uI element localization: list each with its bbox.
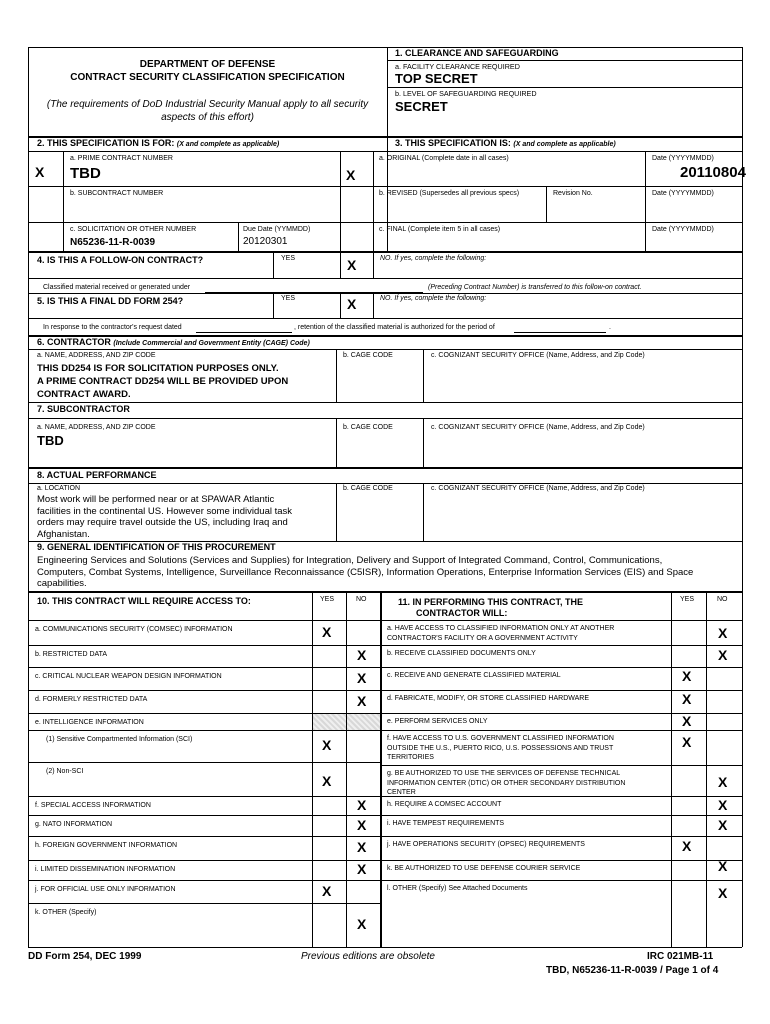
item5-line-b: , retention of the classified material is authorized for the period of — [294, 324, 495, 331]
item5-yes-label: YES — [281, 295, 296, 302]
procurement-line-1: Engineering Services and Solutions (Services and Supplies) for Integration, Delivery and Support of Integrated Command, Control, Communications, — [37, 555, 663, 566]
item11-row-line: d. FABRICATE, MODIFY, OR STORE CLASSIFIED HARDWARE — [387, 695, 589, 702]
rule — [273, 293, 274, 318]
row-rule — [28, 815, 380, 816]
row-rule — [28, 730, 380, 731]
facility-clearance-value[interactable]: TOP SECRET — [395, 71, 478, 86]
rule — [28, 278, 742, 279]
item11-row-label — [387, 624, 614, 643]
item3-title-note: (X and complete as applicable) — [513, 141, 616, 148]
item11-row-line: CONTRACTOR'S FACILITY OR A GOVERNMENT ACTIVITY — [387, 634, 578, 642]
item6-c-label: c. COGNIZANT SECURITY OFFICE (Name, Address, and Zip Code) — [431, 352, 645, 359]
rule — [340, 251, 341, 278]
item11-yes-checkbox[interactable]: X — [682, 838, 692, 854]
item10-row-label: h. FOREIGN GOVERNMENT INFORMATION — [35, 842, 178, 849]
item10-no-checkbox[interactable]: X — [357, 797, 367, 813]
dept-title: DEPARTMENT OF DEFENSE — [139, 59, 276, 70]
item10-yes-checkbox[interactable]: X — [322, 773, 332, 789]
rule — [373, 151, 374, 251]
item11-row-label — [387, 819, 504, 829]
frame-top — [28, 47, 742, 48]
item7-a-label: a. NAME, ADDRESS, AND ZIP CODE — [37, 424, 156, 431]
rule — [28, 251, 742, 253]
location-line-3: orders may require travel outside the US, including Iraq and — [37, 517, 288, 528]
rule — [645, 151, 646, 251]
rule — [273, 251, 274, 278]
item11-row-line: g. BE AUTHORIZED TO USE THE SERVICES OF DEFENSE TECHNICAL — [387, 770, 621, 777]
row-rule — [28, 667, 380, 668]
item11-row-line: INFORMATION CENTER (DTIC) OR OTHER SECONDARY DISTRIBUTION — [387, 779, 626, 787]
item11-yes-checkbox[interactable]: X — [682, 691, 692, 707]
item10-no-checkbox[interactable]: X — [357, 861, 367, 877]
item10-no-checkbox[interactable]: X — [357, 839, 367, 855]
item11-row-line: TERRITORIES — [387, 754, 434, 761]
rule — [546, 186, 547, 222]
item3-a-checkbox[interactable]: X — [346, 167, 356, 183]
item3-a-label: a. ORIGINAL (Complete date in all cases) — [379, 155, 509, 162]
rule — [336, 418, 337, 467]
page-number: TBD, N65236-11-R-0039 / Page 1 of 4 — [546, 965, 719, 976]
irc-number: IRC 021MB-11 — [647, 951, 714, 962]
row-rule — [28, 620, 380, 621]
item10-row-label: d. FORMERLY RESTRICTED DATA — [35, 696, 148, 703]
rule — [28, 483, 742, 484]
item9-title: 9. GENERAL IDENTIFICATION OF THIS PROCUREMENT — [37, 542, 276, 552]
item11-yes-header: YES — [680, 596, 695, 603]
rule — [340, 151, 341, 251]
item11-no-checkbox[interactable]: X — [718, 774, 728, 790]
item7-c-label: c. COGNIZANT SECURITY OFFICE (Name, Address, and Zip Code) — [431, 424, 645, 431]
item2-title-note: (X and complete as applicable) — [176, 141, 280, 148]
due-date-label: Due Date (YYMMDD) — [243, 226, 311, 233]
row-rule — [28, 796, 380, 797]
item11-row-line: l. OTHER (Specify) See Attached Documents — [387, 885, 528, 892]
item11-no-checkbox[interactable]: X — [718, 647, 728, 663]
rule — [28, 318, 742, 319]
header-note: (The requirements of DoD Industrial Security Manual apply to all security aspects of this effort) — [46, 99, 369, 123]
item10-row-label: b. RESTRICTED DATA — [35, 651, 108, 658]
rule — [28, 418, 742, 419]
item10-row-label: k. OTHER (Specify) — [35, 909, 97, 916]
item3-b-rev-label: Revision No. — [553, 190, 593, 197]
location-line-1: Most work will be performed near or at SPAWAR Atlantic — [37, 494, 275, 505]
rule — [28, 467, 742, 469]
item11-no-checkbox[interactable]: X — [718, 817, 728, 833]
item11-title-line-2: CONTRACTOR WILL: — [416, 608, 508, 618]
frame-right — [742, 47, 743, 947]
solicitation-number-value[interactable]: N65236-11-R-0039 — [70, 237, 156, 248]
form-number: DD Form 254, DEC 1999 — [28, 951, 142, 962]
item10-yes-header: YES — [320, 596, 335, 603]
item11-no-checkbox[interactable]: X — [718, 885, 728, 901]
item1-title: 1. CLEARANCE AND SAFEGUARDING — [395, 48, 559, 58]
item4-no-label: NO. If yes, complete the following: — [380, 255, 487, 262]
rule — [514, 332, 606, 333]
rule — [28, 402, 742, 403]
rule — [423, 349, 424, 402]
item2-title — [37, 139, 279, 149]
item2-a-label: a. PRIME CONTRACT NUMBER — [70, 155, 173, 162]
location-line-4: Afghanistan. — [37, 528, 90, 540]
item2-b-label: b. SUBCONTRACT NUMBER — [70, 190, 164, 197]
rule — [28, 151, 742, 152]
item11-row-label — [387, 671, 561, 681]
item11-no-checkbox[interactable]: X — [718, 797, 728, 813]
subcontractor-value[interactable]: TBD — [37, 433, 64, 448]
shaded-cell — [347, 713, 380, 730]
item3-c-date-label: Date (YYYYMMDD) — [652, 226, 714, 233]
item7-b-label: b. CAGE CODE — [343, 424, 393, 431]
row-rule — [28, 713, 380, 714]
obsolete-note: Previous editions are obsolete — [301, 951, 435, 962]
contractor-line-2: A PRIME CONTRACT DD254 WILL BE PROVIDED UPON — [37, 376, 289, 387]
item11-row-label — [387, 717, 488, 727]
item8-b-label: b. CAGE CODE — [343, 485, 393, 492]
rule — [28, 222, 742, 223]
item11-row-line: j. HAVE OPERATIONS SECURITY (OPSEC) REQUIREMENTS — [387, 841, 585, 848]
item10-row-label: a. COMMUNICATIONS SECURITY (COMSEC) INFORMATION — [35, 626, 233, 633]
item3-b-date-label: Date (YYYYMMDD) — [652, 190, 714, 197]
row-rule — [28, 903, 380, 904]
item11-row-line: k. BE AUTHORIZED TO USE DEFENSE COURIER SERVICE — [387, 865, 581, 872]
row-rule — [380, 860, 742, 861]
row-rule — [28, 762, 380, 763]
contractor-line-3: CONTRACT AWARD. — [37, 389, 131, 400]
item5-line-c: . — [609, 324, 611, 331]
item10-row-label: c. CRITICAL NUCLEAR WEAPON DESIGN INFORMATION — [35, 673, 222, 680]
item11-no-checkbox[interactable]: X — [718, 625, 728, 641]
rule — [423, 418, 424, 467]
item7-title: 7. SUBCONTRACTOR — [37, 404, 130, 414]
item8-title: 8. ACTUAL PERFORMANCE — [37, 470, 157, 480]
item11-row-label — [387, 864, 580, 874]
item10-no-checkbox[interactable]: X — [357, 670, 367, 686]
item11-row-label — [387, 649, 536, 659]
item10-row-label: f. SPECIAL ACCESS INFORMATION — [35, 802, 151, 809]
original-date-value[interactable]: 20110804 — [680, 164, 746, 181]
item10-row-label: i. LIMITED DISSEMINATION INFORMATION — [35, 866, 176, 873]
item11-yes-checkbox[interactable]: X — [682, 668, 692, 684]
item6-title-text: 6. CONTRACTOR — [37, 337, 111, 347]
item10-row-label: j. FOR OFFICIAL USE ONLY INFORMATION — [35, 886, 176, 893]
procurement-line-3: capabilities. — [37, 578, 87, 589]
item8-a-label: a. LOCATION — [37, 485, 81, 492]
item10-yes-checkbox[interactable]: X — [322, 737, 332, 753]
item5-line-a: In response to the contractor's request dated — [43, 324, 182, 331]
item10-no-checkbox[interactable]: X — [357, 817, 367, 833]
rule — [28, 293, 742, 294]
procurement-description[interactable] — [37, 555, 693, 590]
item10-row-label: (1) Sensitive Compartmented Information (SCI) — [46, 736, 193, 743]
item11-row-label — [387, 694, 589, 704]
item1-a-label: a. FACILITY CLEARANCE REQUIRED — [395, 62, 520, 71]
rule — [28, 335, 742, 337]
item4-line-b: (Preceding Contract Number) is transferred to this follow-on contract. — [428, 284, 642, 291]
item10-row-label: (2) Non-SCI — [46, 768, 84, 775]
procurement-line-2: Computers, Combat Systems, Intelligence, Surveillance Reconnaissance (C5ISR), Information Operations, Enterprise Information Services (EIS) and Space — [37, 566, 694, 578]
rule — [387, 87, 742, 88]
item11-row-line: h. REQUIRE A COMSEC ACCOUNT — [387, 801, 502, 808]
rule — [373, 293, 374, 318]
row-rule — [380, 796, 742, 797]
item11-no-checkbox[interactable]: X — [718, 858, 728, 874]
rule — [28, 591, 742, 593]
frame-left — [28, 47, 29, 947]
item11-row-line: f. HAVE ACCESS TO U.S. GOVERNMENT CLASSIFIED INFORMATION — [387, 735, 614, 742]
rule — [387, 60, 742, 61]
item4-line-a: Classified material received or generated under — [43, 284, 191, 291]
rule — [196, 332, 292, 333]
location-line-2: facilities in the continental US. However some individual task — [37, 505, 293, 517]
item10-yes-checkbox[interactable]: X — [322, 883, 332, 899]
item10-row-label: g. NATO INFORMATION — [35, 821, 113, 828]
item6-a-label: a. NAME, ADDRESS, AND ZIP CODE — [37, 352, 156, 359]
item11-row-label — [387, 800, 501, 810]
rule — [238, 222, 239, 251]
item1-b-label: b. LEVEL OF SAFEGUARDING REQUIRED — [395, 89, 537, 98]
rule — [336, 483, 337, 541]
item11-row-label — [387, 734, 614, 763]
item4-yes-label: YES — [281, 255, 296, 262]
row-rule — [380, 765, 742, 766]
item6-title — [37, 338, 310, 348]
item11-yes-checkbox[interactable]: X — [682, 713, 692, 729]
item11-row-line: i. HAVE TEMPEST REQUIREMENTS — [387, 820, 505, 827]
shaded-cell — [313, 713, 346, 730]
due-date-value[interactable]: 20120301 — [243, 236, 288, 247]
item8-c-label: c. COGNIZANT SECURITY OFFICE (Name, Address, and Zip Code) — [431, 485, 645, 492]
item2-title-text: 2. THIS SPECIFICATION IS FOR: — [37, 138, 175, 148]
form-title: CONTRACT SECURITY CLASSIFICATION SPECIFICATION — [70, 72, 345, 83]
item11-yes-checkbox[interactable]: X — [682, 734, 692, 750]
item11-title — [398, 597, 583, 619]
item2-c-label: c. SOLICITATION OR OTHER NUMBER — [70, 226, 197, 233]
item4-title: 4. IS THIS A FOLLOW-ON CONTRACT? — [37, 255, 204, 265]
item10-row-label: e. INTELLIGENCE INFORMATION — [35, 719, 144, 726]
item10-no-header: NO — [356, 596, 367, 603]
item11-title-line-1: 11. IN PERFORMING THIS CONTRACT, THE — [398, 597, 584, 607]
item6-title-note: (Include Commercial and Government Entity (CAGE) Code) — [113, 340, 310, 347]
row-rule — [28, 860, 380, 861]
item10-title: 10. THIS CONTRACT WILL REQUIRE ACCESS TO: — [37, 596, 251, 606]
row-rule — [380, 645, 742, 646]
item10-yes-checkbox[interactable]: X — [322, 624, 332, 640]
item3-c-label: c. FINAL (Complete item 5 in all cases) — [379, 226, 501, 233]
contractor-line-1: THIS DD254 IS FOR SOLICITATION PURPOSES ONLY. — [37, 363, 279, 374]
row-rule — [380, 836, 742, 837]
row-rule — [380, 815, 742, 816]
rule — [373, 251, 374, 278]
item3-b-label: b. REVISED (Supersedes all previous specs) — [379, 190, 520, 197]
item10-no-checkbox[interactable]: X — [357, 647, 367, 663]
item6-b-label: b. CAGE CODE — [343, 352, 393, 359]
row-rule — [28, 836, 380, 837]
rule — [28, 349, 742, 350]
row-rule — [380, 880, 742, 881]
item11-row-line: e. PERFORM SERVICES ONLY — [387, 718, 488, 725]
item11-row-label — [387, 884, 527, 894]
item4-no-checkbox[interactable]: X — [347, 257, 357, 273]
item3-a-date-label: Date (YYYYMMDD) — [652, 155, 714, 162]
item3-title-text: 3. THIS SPECIFICATION IS: — [395, 138, 511, 148]
item3-title — [395, 139, 616, 149]
rule — [423, 483, 424, 541]
item11-row-line: c. RECEIVE AND GENERATE CLASSIFIED MATERIAL — [387, 672, 561, 679]
row-rule — [380, 730, 742, 731]
contractor-value[interactable] — [37, 362, 288, 401]
frame-bottom — [28, 947, 742, 948]
prime-contract-value[interactable]: TBD — [70, 165, 101, 182]
item11-row-line: OUTSIDE THE U.S., PUERTO RICO, U.S. POSSESSIONS AND TRUST — [387, 744, 614, 752]
item11-no-header: NO — [717, 596, 728, 603]
row-rule — [28, 880, 380, 881]
item11-row-line: a. HAVE ACCESS TO CLASSIFIED INFORMATION ONLY AT ANOTHER — [387, 625, 615, 632]
item11-row-line: CENTER — [387, 789, 416, 796]
rule — [336, 349, 337, 402]
item5-no-checkbox[interactable]: X — [347, 296, 357, 312]
row-rule — [380, 620, 742, 621]
performance-location-value[interactable] — [37, 494, 292, 540]
row-rule — [28, 690, 380, 691]
item2-a-checkbox[interactable]: X — [35, 164, 45, 180]
rule — [340, 293, 341, 318]
item10-no-checkbox[interactable]: X — [357, 693, 367, 709]
item11-row-label — [387, 840, 585, 850]
row-rule — [28, 645, 380, 646]
item5-title: 5. IS THIS A FINAL DD FORM 254? — [37, 296, 184, 306]
rule — [63, 151, 64, 251]
item11-row-line: b. RECEIVE CLASSIFIED DOCUMENTS ONLY — [387, 650, 536, 657]
item10-no-checkbox[interactable]: X — [357, 916, 367, 932]
rule — [28, 186, 742, 187]
safeguarding-level-value[interactable]: SECRET — [395, 99, 448, 114]
item11-row-label — [387, 769, 625, 798]
item5-no-label: NO. If yes, complete the following: — [380, 295, 487, 302]
